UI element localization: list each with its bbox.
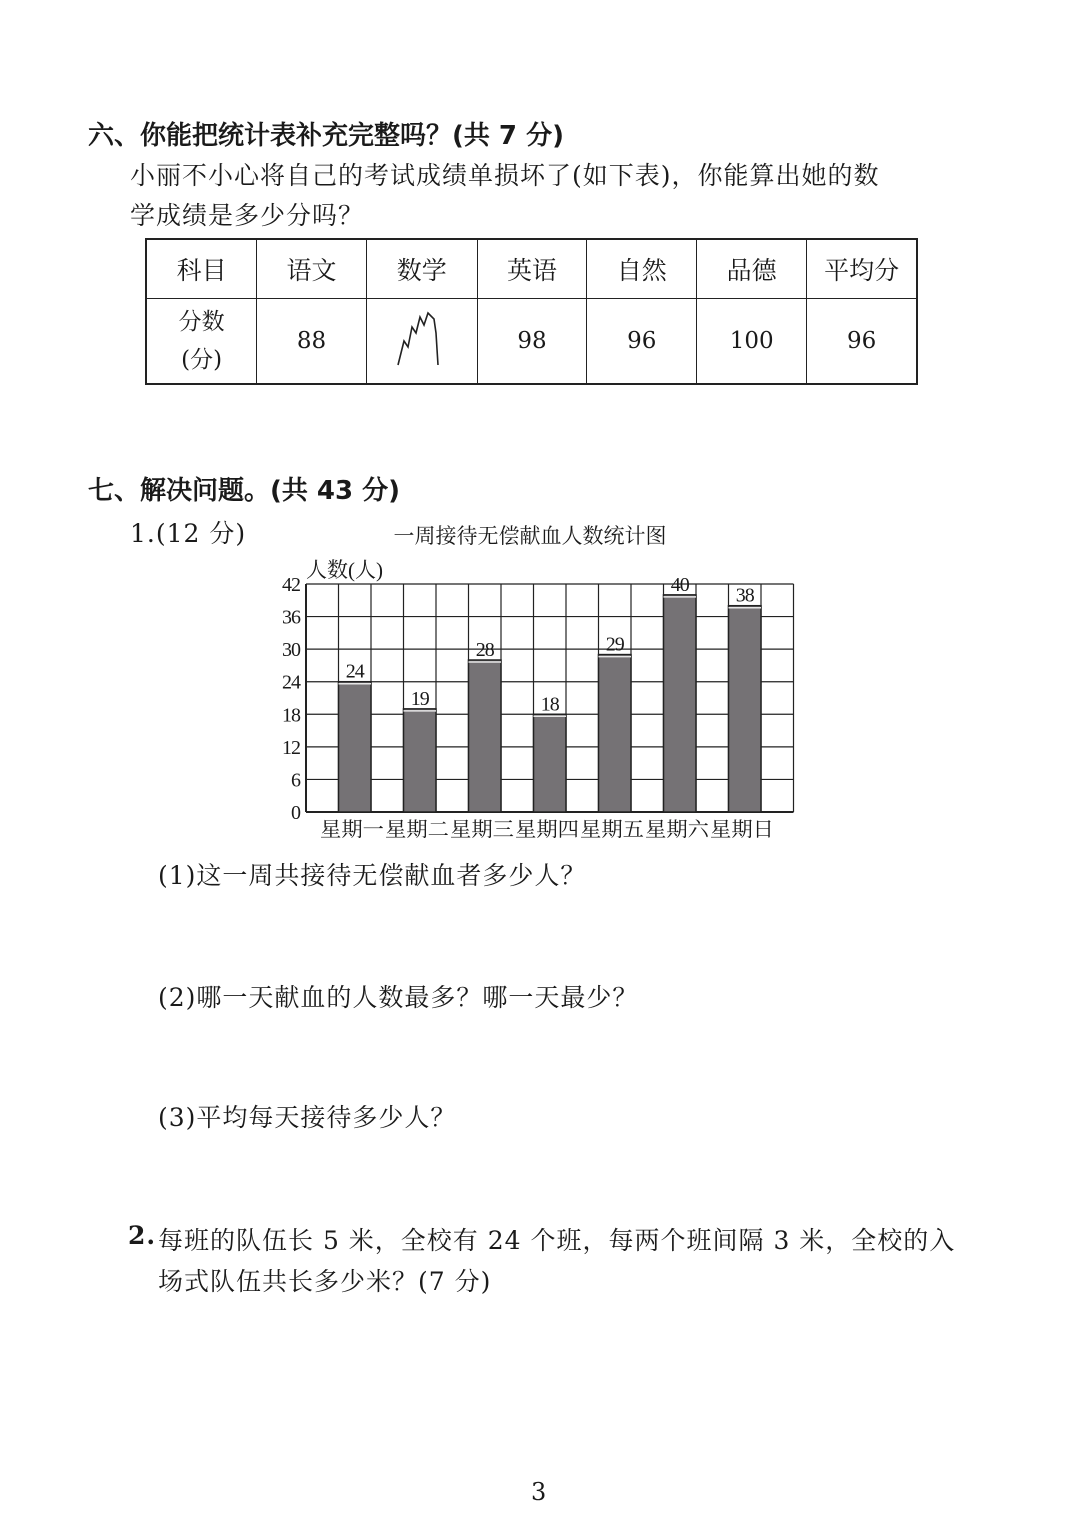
- y-tick-label: 6: [291, 769, 300, 792]
- score-table: [145, 238, 918, 385]
- question-2-line-2: 场式队伍共长多少米？(7 分): [158, 1267, 492, 1296]
- score-english: 98: [477, 299, 587, 385]
- bar-value-label: 38: [735, 584, 754, 607]
- score-row-label: [146, 299, 257, 385]
- x-tick-label: 星期二: [385, 819, 445, 841]
- chart-x-ticks: [320, 818, 774, 841]
- question-1-part-1: (1)这一周共接待无偿献血者多少人？: [158, 861, 587, 890]
- question-2-line-1: 每班的队伍长 5 米，全校有 24 个班，每两个班间隔 3 米，全校的入: [158, 1226, 956, 1255]
- y-tick-label: 12: [282, 736, 300, 759]
- section-6-text-line-1: 小丽不小心将自己的考试成绩单损坏了(如下表)，你能算出她的数: [130, 161, 880, 190]
- section-6-text-line-2: 学成绩是多少分吗？: [130, 201, 365, 230]
- y-tick-label: 0: [291, 802, 300, 824]
- question-1-label: 1.(12 分): [130, 519, 247, 548]
- torn-paper-icon: [392, 303, 452, 373]
- bar-星期四: [534, 714, 567, 812]
- blood-donation-bar-chart: [260, 515, 820, 850]
- subject-english: 英语: [477, 239, 587, 299]
- bar-星期二: [404, 709, 437, 812]
- score-morality: 100: [697, 299, 807, 385]
- score-row-label-line-2: (分): [181, 347, 223, 373]
- score-chinese: 88: [257, 299, 367, 385]
- subject-morality: 品德: [697, 239, 807, 299]
- subject-average: 平均分: [807, 239, 917, 299]
- question-1-part-2: (2)哪一天献血的人数最多？哪一天最少？: [158, 983, 639, 1012]
- subject-chinese: 语文: [257, 239, 367, 299]
- subject-science: 自然: [587, 239, 697, 299]
- score-average: 96: [807, 299, 917, 385]
- bar-value-label: 40: [670, 573, 689, 596]
- chart-title: 一周接待无偿献血人数统计图: [393, 524, 667, 548]
- chart-bars: [339, 574, 762, 812]
- score-table-value-row: [146, 299, 917, 385]
- score-table-header-label: 科目: [146, 239, 257, 299]
- y-tick-label: 18: [282, 704, 300, 727]
- subject-math: 数学: [366, 239, 477, 299]
- score-math-torn: [366, 299, 477, 385]
- bar-value-label: 28: [475, 639, 494, 661]
- bar-value-label: 29: [605, 633, 624, 656]
- y-tick-label: 36: [282, 606, 300, 629]
- bar-星期一: [339, 682, 372, 812]
- chart-y-axis-label: 人数(人): [306, 558, 383, 582]
- page-number: 3: [531, 1478, 547, 1506]
- chart-y-ticks: [282, 574, 301, 824]
- x-tick-label: 星期三: [450, 819, 510, 841]
- y-tick-label: 42: [282, 574, 300, 596]
- bar-星期六: [664, 595, 697, 812]
- bar-value-label: 18: [540, 693, 559, 716]
- x-tick-label: 星期日: [710, 819, 770, 841]
- score-science: 96: [587, 299, 697, 385]
- question-1-part-3: (3)平均每天接待多少人？: [158, 1103, 457, 1132]
- question-2-number: 2.: [128, 1221, 157, 1250]
- y-tick-label: 30: [282, 639, 300, 662]
- bar-value-label: 24: [345, 660, 364, 683]
- y-tick-label: 24: [282, 671, 300, 694]
- score-row-label-line-1: 分数: [178, 309, 225, 335]
- bar-value-label: 19: [410, 687, 429, 710]
- x-tick-label: 星期四: [515, 819, 575, 841]
- x-tick-label: 星期六: [645, 819, 705, 841]
- x-tick-label: 星期一: [320, 819, 380, 841]
- score-table-header-row: [146, 239, 917, 299]
- bar-星期五: [599, 655, 632, 812]
- x-tick-label: 星期五: [580, 819, 640, 841]
- bar-星期日: [729, 606, 762, 812]
- bar-星期三: [469, 660, 502, 812]
- section-6-heading: 六、你能把统计表补充完整吗？(共 7 分): [88, 121, 564, 151]
- section-7-heading: 七、解决问题。(共 43 分): [88, 476, 401, 506]
